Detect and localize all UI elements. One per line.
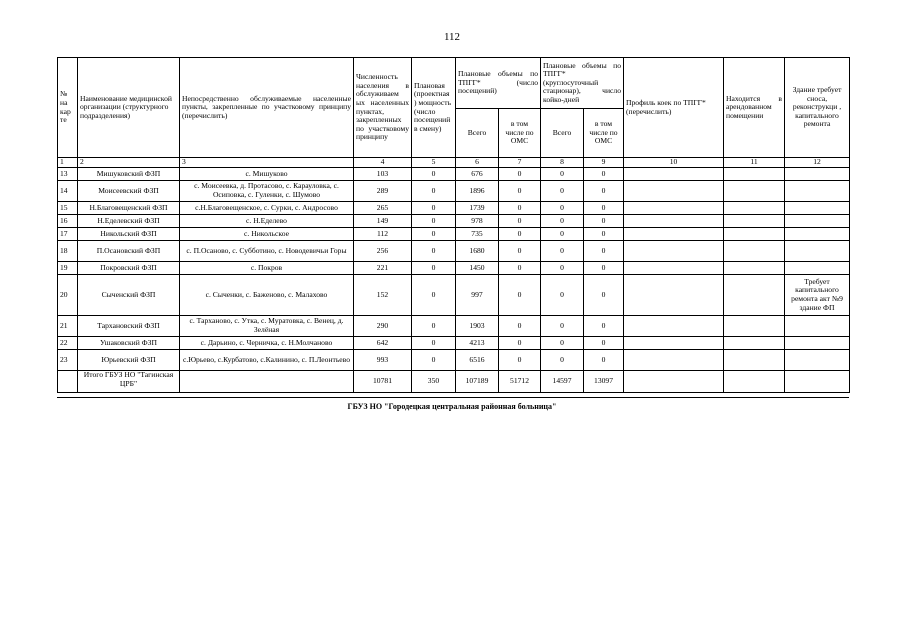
header-visits-oms: в том числе по ОМС	[499, 109, 541, 158]
section-title: ГБУЗ НО "Городецкая центральная районная больница"	[347, 402, 557, 411]
visits-total: 4213	[456, 337, 499, 350]
repair-note	[785, 350, 850, 371]
column-number: 9	[584, 158, 624, 168]
column-number: 1	[58, 158, 78, 168]
visits-total: 6516	[456, 350, 499, 371]
total-population: 10781	[354, 371, 412, 393]
table-row	[58, 316, 850, 337]
header-beds-total: Всего	[541, 109, 584, 158]
column-numbers-row	[58, 158, 850, 168]
total-row	[58, 371, 850, 393]
organization-name: Юрьевский ФЗП	[78, 350, 180, 371]
bed-days-total: 0	[541, 275, 584, 316]
row-number: 14	[58, 181, 78, 202]
repair-note	[785, 181, 850, 202]
population: 642	[354, 337, 412, 350]
table-header	[58, 58, 850, 168]
capacity: 0	[412, 316, 456, 337]
settlements: с. Н.Еделево	[180, 215, 354, 228]
visits-total: 1739	[456, 202, 499, 215]
bed-days-total: 0	[541, 262, 584, 275]
column-number: 7	[499, 158, 541, 168]
table-row	[58, 275, 850, 316]
rented-flag	[724, 316, 785, 337]
row-number: 18	[58, 241, 78, 262]
column-number: 6	[456, 158, 499, 168]
header-bed-profile: Профиль коек по ТПГГ* (перечислить)	[624, 58, 724, 158]
population: 152	[354, 275, 412, 316]
header-capacity: Плановая (проектная ) мощность (число посещений в смену)	[412, 58, 456, 158]
rented-flag	[724, 262, 785, 275]
repair-note	[785, 337, 850, 350]
bed-days-total: 0	[541, 350, 584, 371]
population: 993	[354, 350, 412, 371]
bed-days-total: 0	[541, 215, 584, 228]
row-number: 16	[58, 215, 78, 228]
organization-name: Ушаковский ФЗП	[78, 337, 180, 350]
total-bed-days-oms: 13097	[584, 371, 624, 393]
bed-days-total: 0	[541, 228, 584, 241]
bed-days-oms: 0	[584, 181, 624, 202]
table-row	[58, 350, 850, 371]
visits-total: 735	[456, 228, 499, 241]
bed-days-total: 0	[541, 181, 584, 202]
total-rented-cell	[724, 371, 785, 393]
row-number: 17	[58, 228, 78, 241]
table-row	[58, 241, 850, 262]
bed-profile	[624, 215, 724, 228]
population: 290	[354, 316, 412, 337]
total-number-cell	[58, 371, 78, 393]
organization-name: Мишуковский ФЗП	[78, 168, 180, 181]
bed-days-total: 0	[541, 316, 584, 337]
population: 265	[354, 202, 412, 215]
column-number: 12	[785, 158, 850, 168]
settlements: с. П.Осаново, с. Субботино, с. Новодевичьи Горы	[180, 241, 354, 262]
row-number: 15	[58, 202, 78, 215]
table-total	[58, 371, 850, 393]
visits-total: 1896	[456, 181, 499, 202]
header-visits-total: Всего	[456, 109, 499, 158]
visits-oms: 0	[499, 228, 541, 241]
organization-name: Н.Еделевский ФЗП	[78, 215, 180, 228]
visits-oms: 0	[499, 168, 541, 181]
organization-name: Тархановский ФЗП	[78, 316, 180, 337]
rented-flag	[724, 202, 785, 215]
total-capacity: 350	[412, 371, 456, 393]
visits-oms: 0	[499, 316, 541, 337]
repair-note	[785, 241, 850, 262]
bed-days-oms: 0	[584, 241, 624, 262]
bed-profile	[624, 202, 724, 215]
capacity: 0	[412, 350, 456, 371]
organization-name: Покровский ФЗП	[78, 262, 180, 275]
total-repair-cell	[785, 371, 850, 393]
population: 112	[354, 228, 412, 241]
visits-oms: 0	[499, 350, 541, 371]
bed-days-oms: 0	[584, 337, 624, 350]
table-row	[58, 215, 850, 228]
header-number: № на кар те	[58, 58, 78, 158]
bed-profile	[624, 350, 724, 371]
total-label: Итого ГБУЗ НО "Тагинская ЦРБ"	[78, 371, 180, 393]
table-row	[58, 168, 850, 181]
settlements: с. Моисеевка, д. Протасово, с. Карауловка, с. Осиповка, с. Гуленки, с. Шумово	[180, 181, 354, 202]
visits-oms: 0	[499, 337, 541, 350]
population: 149	[354, 215, 412, 228]
settlements: с. Мишуково	[180, 168, 354, 181]
rented-flag	[724, 181, 785, 202]
settlements: с. Сыченки, с. Баженово, с. Малахово	[180, 275, 354, 316]
population: 103	[354, 168, 412, 181]
bed-profile	[624, 262, 724, 275]
organization-name: П.Осановский ФЗП	[78, 241, 180, 262]
organization-name: Моисеевский ФЗП	[78, 181, 180, 202]
total-visits-oms: 51712	[499, 371, 541, 393]
bed-profile	[624, 316, 724, 337]
column-number: 2	[78, 158, 180, 168]
bed-days-oms: 0	[584, 350, 624, 371]
settlements: с.Юрьево, с.Курбатово, с.Калинино, с. П.Леонтьево	[180, 350, 354, 371]
visits-total: 997	[456, 275, 499, 316]
column-number: 5	[412, 158, 456, 168]
header-settlements: Непосредственно обслуживаемые населенные пункты, закрепленные по участковому принципу (перечислить)	[180, 58, 354, 158]
bed-profile	[624, 275, 724, 316]
total-profile-cell	[624, 371, 724, 393]
facility-table	[57, 57, 850, 393]
settlements: с. Тарханово, с. Утка, с. Муратовка, с. Венец, д. Зелёная	[180, 316, 354, 337]
bed-profile	[624, 228, 724, 241]
page-number: 112	[443, 31, 461, 43]
rented-flag	[724, 337, 785, 350]
divider-line	[57, 397, 849, 398]
capacity: 0	[412, 168, 456, 181]
table-row	[58, 337, 850, 350]
bed-days-total: 0	[541, 337, 584, 350]
table-row	[58, 228, 850, 241]
bed-days-oms: 0	[584, 168, 624, 181]
table-row	[58, 262, 850, 275]
total-settlements-cell	[180, 371, 354, 393]
bed-profile	[624, 168, 724, 181]
repair-note	[785, 215, 850, 228]
organization-name: Сыченский ФЗП	[78, 275, 180, 316]
total-bed-days: 14597	[541, 371, 584, 393]
capacity: 0	[412, 337, 456, 350]
visits-oms: 0	[499, 275, 541, 316]
visits-total: 1903	[456, 316, 499, 337]
row-number: 20	[58, 275, 78, 316]
row-number: 22	[58, 337, 78, 350]
organization-name: Никольский ФЗП	[78, 228, 180, 241]
repair-note	[785, 228, 850, 241]
column-number: 10	[624, 158, 724, 168]
header-visits: Плановые объемы по ТПГГ* (число посещений)	[456, 58, 541, 109]
column-number: 3	[180, 158, 354, 168]
rented-flag	[724, 215, 785, 228]
header-organization: Наименование медицинской организации (структурного подразделения)	[78, 58, 180, 158]
repair-note: Требует капитального ремонта акт №9 здание ФП	[785, 275, 850, 316]
visits-total: 1450	[456, 262, 499, 275]
bed-days-oms: 0	[584, 316, 624, 337]
rented-flag	[724, 168, 785, 181]
rented-flag	[724, 241, 785, 262]
row-number: 13	[58, 168, 78, 181]
settlements: с.Н.Благовещенское, с. Сурки, с. Андросово	[180, 202, 354, 215]
table-row	[58, 202, 850, 215]
settlements: с. Никольское	[180, 228, 354, 241]
population: 256	[354, 241, 412, 262]
column-number: 11	[724, 158, 785, 168]
rented-flag	[724, 350, 785, 371]
repair-note	[785, 202, 850, 215]
repair-note	[785, 168, 850, 181]
bed-days-oms: 0	[584, 215, 624, 228]
rented-flag	[724, 228, 785, 241]
bed-profile	[624, 181, 724, 202]
repair-note	[785, 262, 850, 275]
visits-total: 676	[456, 168, 499, 181]
header-bed-days: Плановые объемы по ТПГГ* (круглосуточный стационар), число койко-дней	[541, 58, 624, 109]
total-visits: 107189	[456, 371, 499, 393]
row-number: 21	[58, 316, 78, 337]
column-number: 8	[541, 158, 584, 168]
capacity: 0	[412, 228, 456, 241]
header-rented: Находится в арендованном помещении	[724, 58, 785, 158]
bed-profile	[624, 241, 724, 262]
rented-flag	[724, 275, 785, 316]
bed-days-oms: 0	[584, 262, 624, 275]
population: 289	[354, 181, 412, 202]
bed-days-oms: 0	[584, 228, 624, 241]
bed-days-oms: 0	[584, 202, 624, 215]
table-row	[58, 181, 850, 202]
capacity: 0	[412, 241, 456, 262]
bed-days-total: 0	[541, 241, 584, 262]
settlements: с. Дарьино, с. Черничка, с. Н.Молчаново	[180, 337, 354, 350]
population: 221	[354, 262, 412, 275]
visits-total: 1680	[456, 241, 499, 262]
visits-oms: 0	[499, 181, 541, 202]
capacity: 0	[412, 181, 456, 202]
visits-oms: 0	[499, 202, 541, 215]
organization-name: Н.Благовещенский ФЗП	[78, 202, 180, 215]
capacity: 0	[412, 275, 456, 316]
repair-note	[785, 316, 850, 337]
column-number: 4	[354, 158, 412, 168]
bed-days-total: 0	[541, 202, 584, 215]
visits-oms: 0	[499, 262, 541, 275]
header-repair: Здание требует сноса, реконструкци , капитального ремонта	[785, 58, 850, 158]
capacity: 0	[412, 262, 456, 275]
capacity: 0	[412, 215, 456, 228]
capacity: 0	[412, 202, 456, 215]
table-body	[58, 168, 850, 371]
settlements: с. Покров	[180, 262, 354, 275]
visits-oms: 0	[499, 215, 541, 228]
row-number: 19	[58, 262, 78, 275]
header-population: Численность населения в обслуживаем ых населенных пунктах, закрепленных по участковому принципу	[354, 58, 412, 158]
visits-oms: 0	[499, 241, 541, 262]
visits-total: 978	[456, 215, 499, 228]
bed-profile	[624, 337, 724, 350]
bed-days-total: 0	[541, 168, 584, 181]
bed-days-oms: 0	[584, 275, 624, 316]
row-number: 23	[58, 350, 78, 371]
header-beds-oms: в том числе по ОМС	[584, 109, 624, 158]
